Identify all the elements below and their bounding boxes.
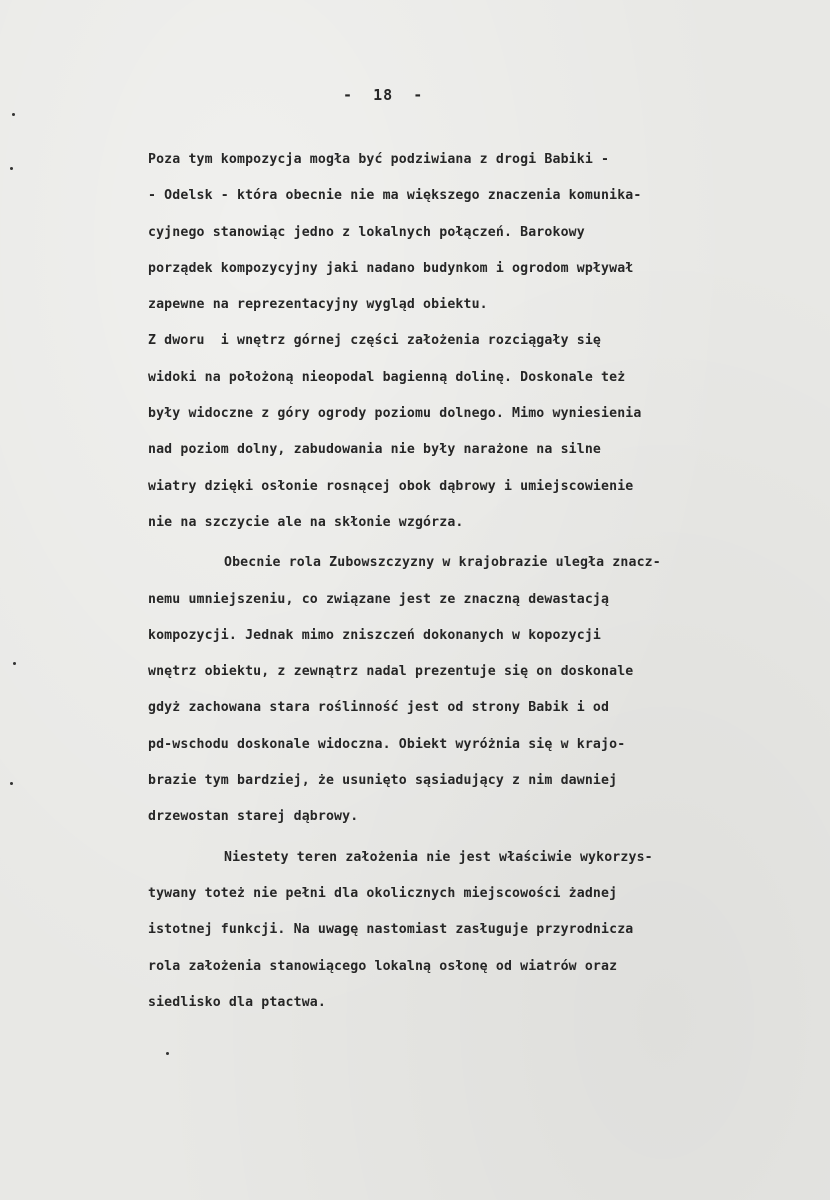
text-line: cyjnego stanowiąc jedno z lokalnych połączeń. Barokowy: [148, 224, 585, 240]
text-line: Z dworu i wnętrz górnej części założenia rozciągały się: [148, 333, 602, 349]
text-line: wnętrz obiektu, z zewnątrz nadal prezentuje się on doskonale: [148, 664, 634, 680]
paragraph: [148, 150, 813, 331]
paragraph: [148, 553, 813, 843]
page-number: - 18 -: [343, 86, 424, 104]
text-line: były widoczne z góry ogrody poziomu dolnego. Mimo wyniesienia: [148, 406, 642, 422]
text-line: nemu umniejszeniu, co związane jest ze znaczną dewastacją: [148, 591, 610, 607]
text-line: zapewne na reprezentacyjny wygląd obiektu.: [148, 297, 488, 313]
body-text: [148, 150, 813, 1029]
paragraph: [148, 848, 813, 1029]
text-line: drzewostan starej dąbrowy.: [148, 809, 359, 825]
margin-mark: [166, 1052, 169, 1055]
text-line: wiatry dzięki osłonie rosnącej obok dąbrowy i umiejscowienie: [148, 478, 634, 494]
margin-mark: [10, 167, 13, 170]
text-line: Niestety teren założenia nie jest właściwie wykorzys-: [224, 849, 653, 865]
text-line: siedlisko dla ptactwa.: [148, 994, 326, 1010]
text-line: Obecnie rola Zubowszczyzny w krajobrazie uległa znacz-: [224, 555, 661, 571]
text-line: nie na szczycie ale na skłonie wzgórza.: [148, 514, 464, 530]
text-line: nad poziom dolny, zabudowania nie były narażone na silne: [148, 442, 602, 458]
text-line: tywany toteż nie pełni dla okolicznych miejscowości żadnej: [148, 885, 618, 901]
text-line: porządek kompozycyjny jaki nadano budynkom i ogrodom wpływał: [148, 260, 634, 276]
margin-mark: [13, 662, 16, 665]
text-line: kompozycji. Jednak mimo zniszczeń dokonanych w kopozycji: [148, 627, 602, 643]
text-line: istotnej funkcji. Na uwagę nastomiast zasługuje przyrodnicza: [148, 922, 634, 938]
text-line: pd-wschodu doskonale widoczna. Obiekt wyróżnia się w krajo-: [148, 736, 626, 752]
text-line: gdyż zachowana stara roślinność jest od strony Babik i od: [148, 700, 610, 716]
margin-mark: [12, 113, 15, 116]
margin-mark: [10, 782, 13, 785]
text-line: Poza tym kompozycja mogła być podziwiana z drogi Babiki -: [148, 152, 610, 167]
text-line: widoki na położoną nieopodal bagienną dolinę. Doskonale też: [148, 369, 626, 385]
text-line: brazie tym bardziej, że usunięto sąsiadujący z nim dawniej: [148, 773, 618, 789]
text-line: rola założenia stanowiącego lokalną osłonę od wiatrów oraz: [148, 958, 618, 974]
paragraph: [148, 331, 813, 549]
text-line: - Odelsk - która obecnie nie ma większego znaczenia komunika-: [148, 188, 642, 204]
